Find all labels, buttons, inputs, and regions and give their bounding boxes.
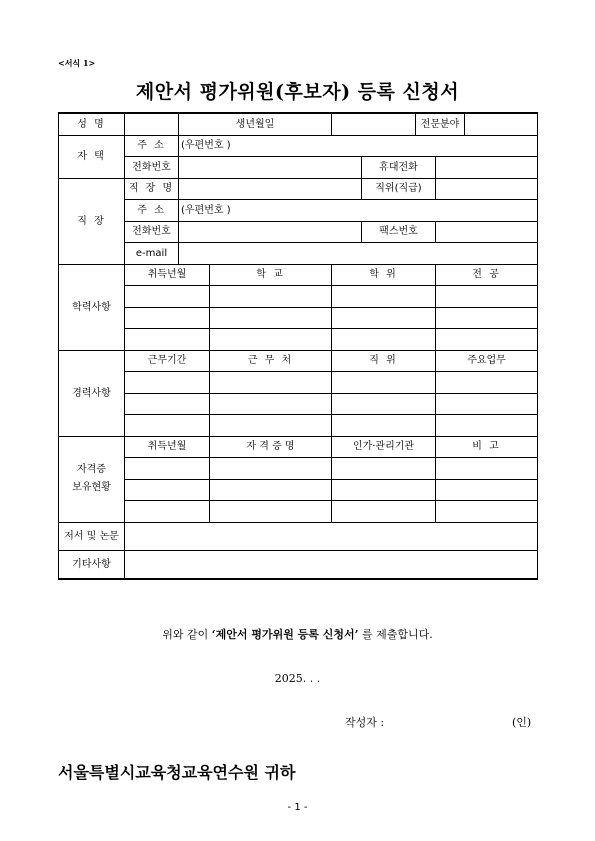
home-section-label: 자 택	[59, 135, 125, 178]
certificates-cell[interactable]	[210, 458, 332, 480]
publications-field[interactable]	[125, 522, 538, 550]
career-cell[interactable]	[210, 415, 332, 437]
work-address-label: 주 소	[125, 200, 179, 222]
education-cell[interactable]	[436, 307, 538, 329]
certificates-section-label	[59, 436, 125, 522]
work-phone-label: 전화번호	[125, 221, 179, 243]
certificates-cell[interactable]	[332, 501, 436, 523]
work-section-label: 직 장	[59, 178, 125, 264]
education-cell[interactable]	[332, 286, 436, 308]
education-header-degree: 학 위	[332, 264, 436, 286]
education-header-date: 취득년월	[125, 264, 210, 286]
certificates-cell[interactable]	[436, 501, 538, 523]
fax-field[interactable]	[436, 221, 538, 243]
name-label: 성 명	[59, 113, 125, 135]
form-label: <서식 1>	[58, 58, 96, 68]
workplace-field[interactable]	[179, 178, 362, 200]
certificates-header-authority: 인가·관리기관	[332, 436, 436, 458]
document-title: 제안서 평가위원(후보자) 등록 신청서	[135, 81, 460, 103]
date-line: 2025. . .	[274, 672, 321, 685]
education-cell[interactable]	[332, 329, 436, 351]
certificates-header-date: 취득년월	[125, 436, 210, 458]
certificates-cell[interactable]	[436, 479, 538, 501]
certificates-cell[interactable]	[332, 458, 436, 480]
career-cell[interactable]	[332, 372, 436, 394]
work-phone-field[interactable]	[179, 221, 362, 243]
other-label: 기타사항	[59, 550, 125, 579]
name-field[interactable]	[125, 113, 179, 135]
career-header-position: 직 위	[332, 350, 436, 372]
career-cell[interactable]	[210, 393, 332, 415]
education-cell[interactable]	[436, 329, 538, 351]
other-field[interactable]	[125, 550, 538, 579]
certificates-cell[interactable]	[125, 501, 210, 523]
mobile-field[interactable]	[436, 157, 538, 179]
mobile-label: 휴대전화	[362, 157, 436, 179]
addressee: 서울특별시교육청교육연수원 귀하	[58, 763, 296, 782]
birth-label: 생년월일	[179, 113, 332, 135]
career-cell[interactable]	[436, 372, 538, 394]
education-cell[interactable]	[210, 329, 332, 351]
field-field[interactable]	[465, 113, 538, 135]
work-address-field[interactable]: (우편번호 )	[179, 200, 538, 222]
career-cell[interactable]	[436, 393, 538, 415]
career-cell[interactable]	[125, 393, 210, 415]
email-field[interactable]	[179, 243, 538, 265]
email-label: e-mail	[125, 243, 179, 265]
home-phone-label: 전화번호	[125, 157, 179, 179]
home-address-field[interactable]: (우편번호 )	[179, 135, 538, 157]
certificates-cell[interactable]	[125, 458, 210, 480]
certificates-cell[interactable]	[125, 479, 210, 501]
education-section-label: 학력사항	[59, 264, 125, 350]
education-cell[interactable]	[125, 307, 210, 329]
career-cell[interactable]	[332, 393, 436, 415]
education-cell[interactable]	[210, 286, 332, 308]
position-label: 직위(직급)	[362, 178, 436, 200]
career-header-period: 근무기간	[125, 350, 210, 372]
career-cell[interactable]	[436, 415, 538, 437]
education-cell[interactable]	[125, 286, 210, 308]
submission-statement	[0, 626, 595, 642]
education-header-school: 학 교	[210, 264, 332, 286]
home-phone-field[interactable]	[179, 157, 362, 179]
page-number: - 1 -	[287, 802, 308, 813]
statement-prefix: 위와 같이	[162, 628, 209, 641]
certificates-cell[interactable]	[332, 479, 436, 501]
career-cell[interactable]	[332, 415, 436, 437]
education-cell[interactable]	[210, 307, 332, 329]
career-cell[interactable]	[125, 415, 210, 437]
statement-quoted: ‘제안서 평가위원 등록 신청서’	[211, 628, 359, 641]
career-header-workplace: 근 무 처	[210, 350, 332, 372]
certificates-cell[interactable]	[210, 501, 332, 523]
career-header-duties: 주요업무	[436, 350, 538, 372]
certificates-cell[interactable]	[210, 479, 332, 501]
certificates-header-remarks: 비 고	[436, 436, 538, 458]
statement-suffix: 를 제출합니다.	[361, 628, 433, 641]
education-cell[interactable]	[125, 329, 210, 351]
fax-label: 팩스번호	[362, 221, 436, 243]
career-section-label: 경력사항	[59, 350, 125, 436]
field-label: 전문분야	[416, 113, 465, 135]
birth-field[interactable]	[332, 113, 416, 135]
workplace-label: 직 장 명	[125, 178, 179, 200]
education-header-major: 전 공	[436, 264, 538, 286]
seal-label: (인)	[512, 716, 532, 729]
career-cell[interactable]	[125, 372, 210, 394]
certificates-header-name: 자 격 증 명	[210, 436, 332, 458]
certificates-label-line1: 자격증	[77, 464, 106, 475]
home-address-label: 주 소	[125, 135, 179, 157]
certificates-cell[interactable]	[436, 458, 538, 480]
certificates-label-line2: 보유현황	[72, 482, 111, 493]
writer-label: 작성자 :	[345, 716, 385, 729]
education-cell[interactable]	[436, 286, 538, 308]
application-form-table	[58, 112, 538, 580]
education-cell[interactable]	[332, 307, 436, 329]
publications-label: 저서 및 논문	[59, 522, 125, 550]
position-field[interactable]	[436, 178, 538, 200]
career-cell[interactable]	[210, 372, 332, 394]
